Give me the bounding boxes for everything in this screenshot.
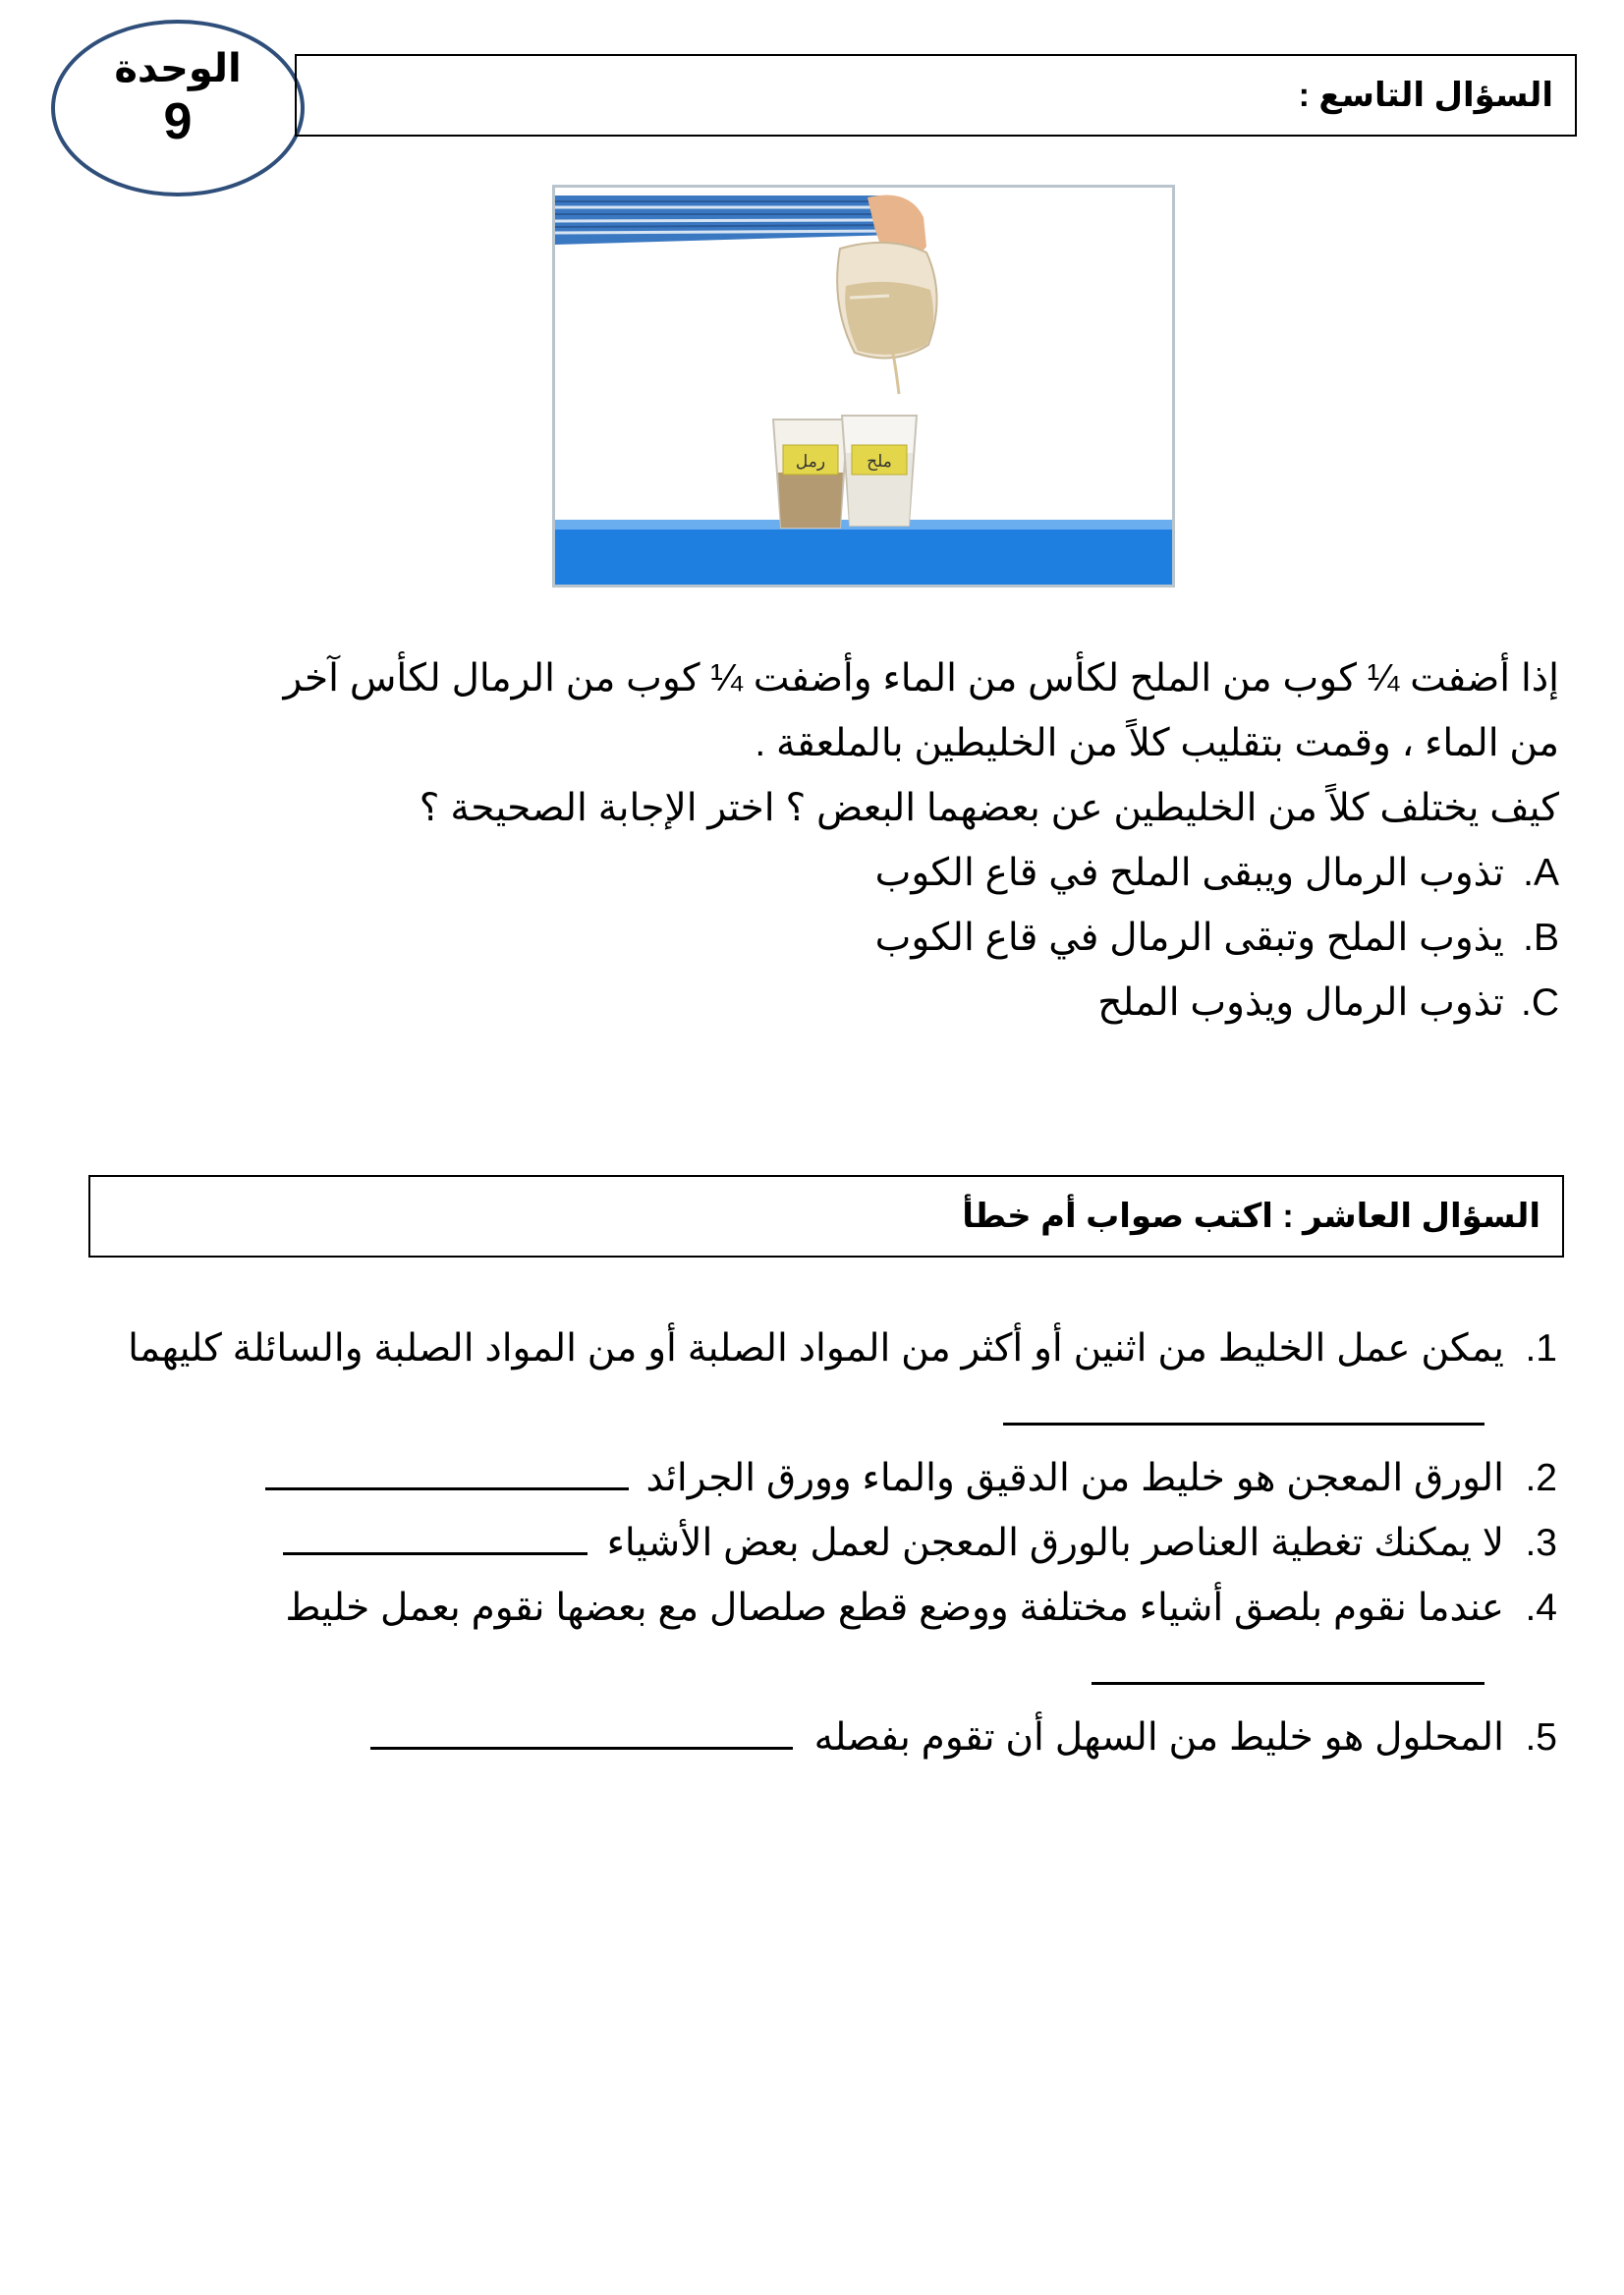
option-a[interactable] bbox=[144, 841, 1559, 906]
answer-blank[interactable] bbox=[1003, 1397, 1484, 1426]
list-item bbox=[123, 1706, 1557, 1770]
item-text: الورق المعجن هو خليط من الدقيق والماء وورق الجرائد bbox=[645, 1457, 1504, 1499]
list-item bbox=[123, 1511, 1557, 1576]
option-b[interactable] bbox=[144, 906, 1559, 971]
sand-cup bbox=[773, 420, 848, 528]
answer-blank[interactable] bbox=[283, 1527, 588, 1555]
item-number: 1. bbox=[1525, 1327, 1557, 1370]
list-item bbox=[123, 1446, 1557, 1511]
option-text: يذوب الملح وتبقى الرمال في قاع الكوب bbox=[874, 917, 1504, 959]
answer-blank[interactable] bbox=[265, 1462, 629, 1490]
item-text: عندما نقوم بلصق أشياء مختلفة ووضع قطع صلصال مع بعضها نقوم بعمل خليط bbox=[285, 1587, 1504, 1629]
item-text: المحلول هو خليط من السهل أن تقوم بفصله bbox=[813, 1716, 1504, 1759]
question10-header bbox=[88, 1175, 1564, 1258]
question9-line-3: كيف يختلف كلاً من الخليطين عن بعضهما البعض ؟ اختر الإجابة الصحيحة ؟ bbox=[419, 787, 1559, 829]
unit-number: 9 bbox=[163, 93, 193, 150]
list-item bbox=[123, 1316, 1557, 1446]
item-number: 4. bbox=[1525, 1587, 1557, 1629]
item-text: يمكن عمل الخليط من اثنين أو أكثر من المواد الصلبة أو من المواد الصلبة والسائلة كليهما bbox=[128, 1327, 1504, 1370]
unit-label: الوحدة bbox=[114, 47, 242, 90]
option-letter: B. bbox=[1523, 917, 1559, 959]
option-text: تذوب الرمال ويبقى الملح في قاع الكوب bbox=[874, 852, 1504, 894]
question9-header bbox=[295, 54, 1577, 137]
item-number: 5. bbox=[1525, 1716, 1557, 1759]
true-false-list bbox=[123, 1316, 1557, 1770]
question9-body bbox=[144, 646, 1559, 1036]
item-number: 3. bbox=[1525, 1522, 1557, 1564]
item-number: 2. bbox=[1525, 1457, 1557, 1499]
question9-title: السؤال التاسع : bbox=[1298, 77, 1553, 114]
list-item bbox=[123, 1576, 1557, 1706]
option-letter: C. bbox=[1520, 981, 1559, 1024]
sand-cup-label: رمل bbox=[795, 452, 826, 472]
salt-cup-label: ملح bbox=[867, 452, 892, 472]
blue-table bbox=[555, 527, 1172, 585]
question10-title: السؤال العاشر : اكتب صواب أم خطأ bbox=[962, 1198, 1540, 1235]
experiment-illustration bbox=[555, 188, 1172, 585]
salt-cup bbox=[842, 416, 917, 526]
item-text: لا يمكنك تغطية العناصر بالورق المعجن لعمل بعض الأشياء bbox=[606, 1522, 1504, 1564]
question9-line-1: إذا أضفت ¼ كوب من الملح لكأس من الماء وأضفت ¼ كوب من الرمال لكأس آخر bbox=[283, 657, 1559, 700]
option-c[interactable] bbox=[144, 971, 1559, 1036]
question9-line-2: من الماء ، وقمت بتقليب كلاً من الخليطين بالملعقة . bbox=[755, 722, 1559, 764]
salt-sand-experiment-photo bbox=[552, 185, 1175, 588]
option-letter: A. bbox=[1523, 852, 1559, 894]
answer-blank[interactable] bbox=[370, 1721, 793, 1750]
unit-badge bbox=[51, 20, 305, 196]
answer-blank[interactable] bbox=[1092, 1656, 1484, 1685]
option-text: تذوب الرمال ويذوب الملح bbox=[1097, 981, 1504, 1024]
